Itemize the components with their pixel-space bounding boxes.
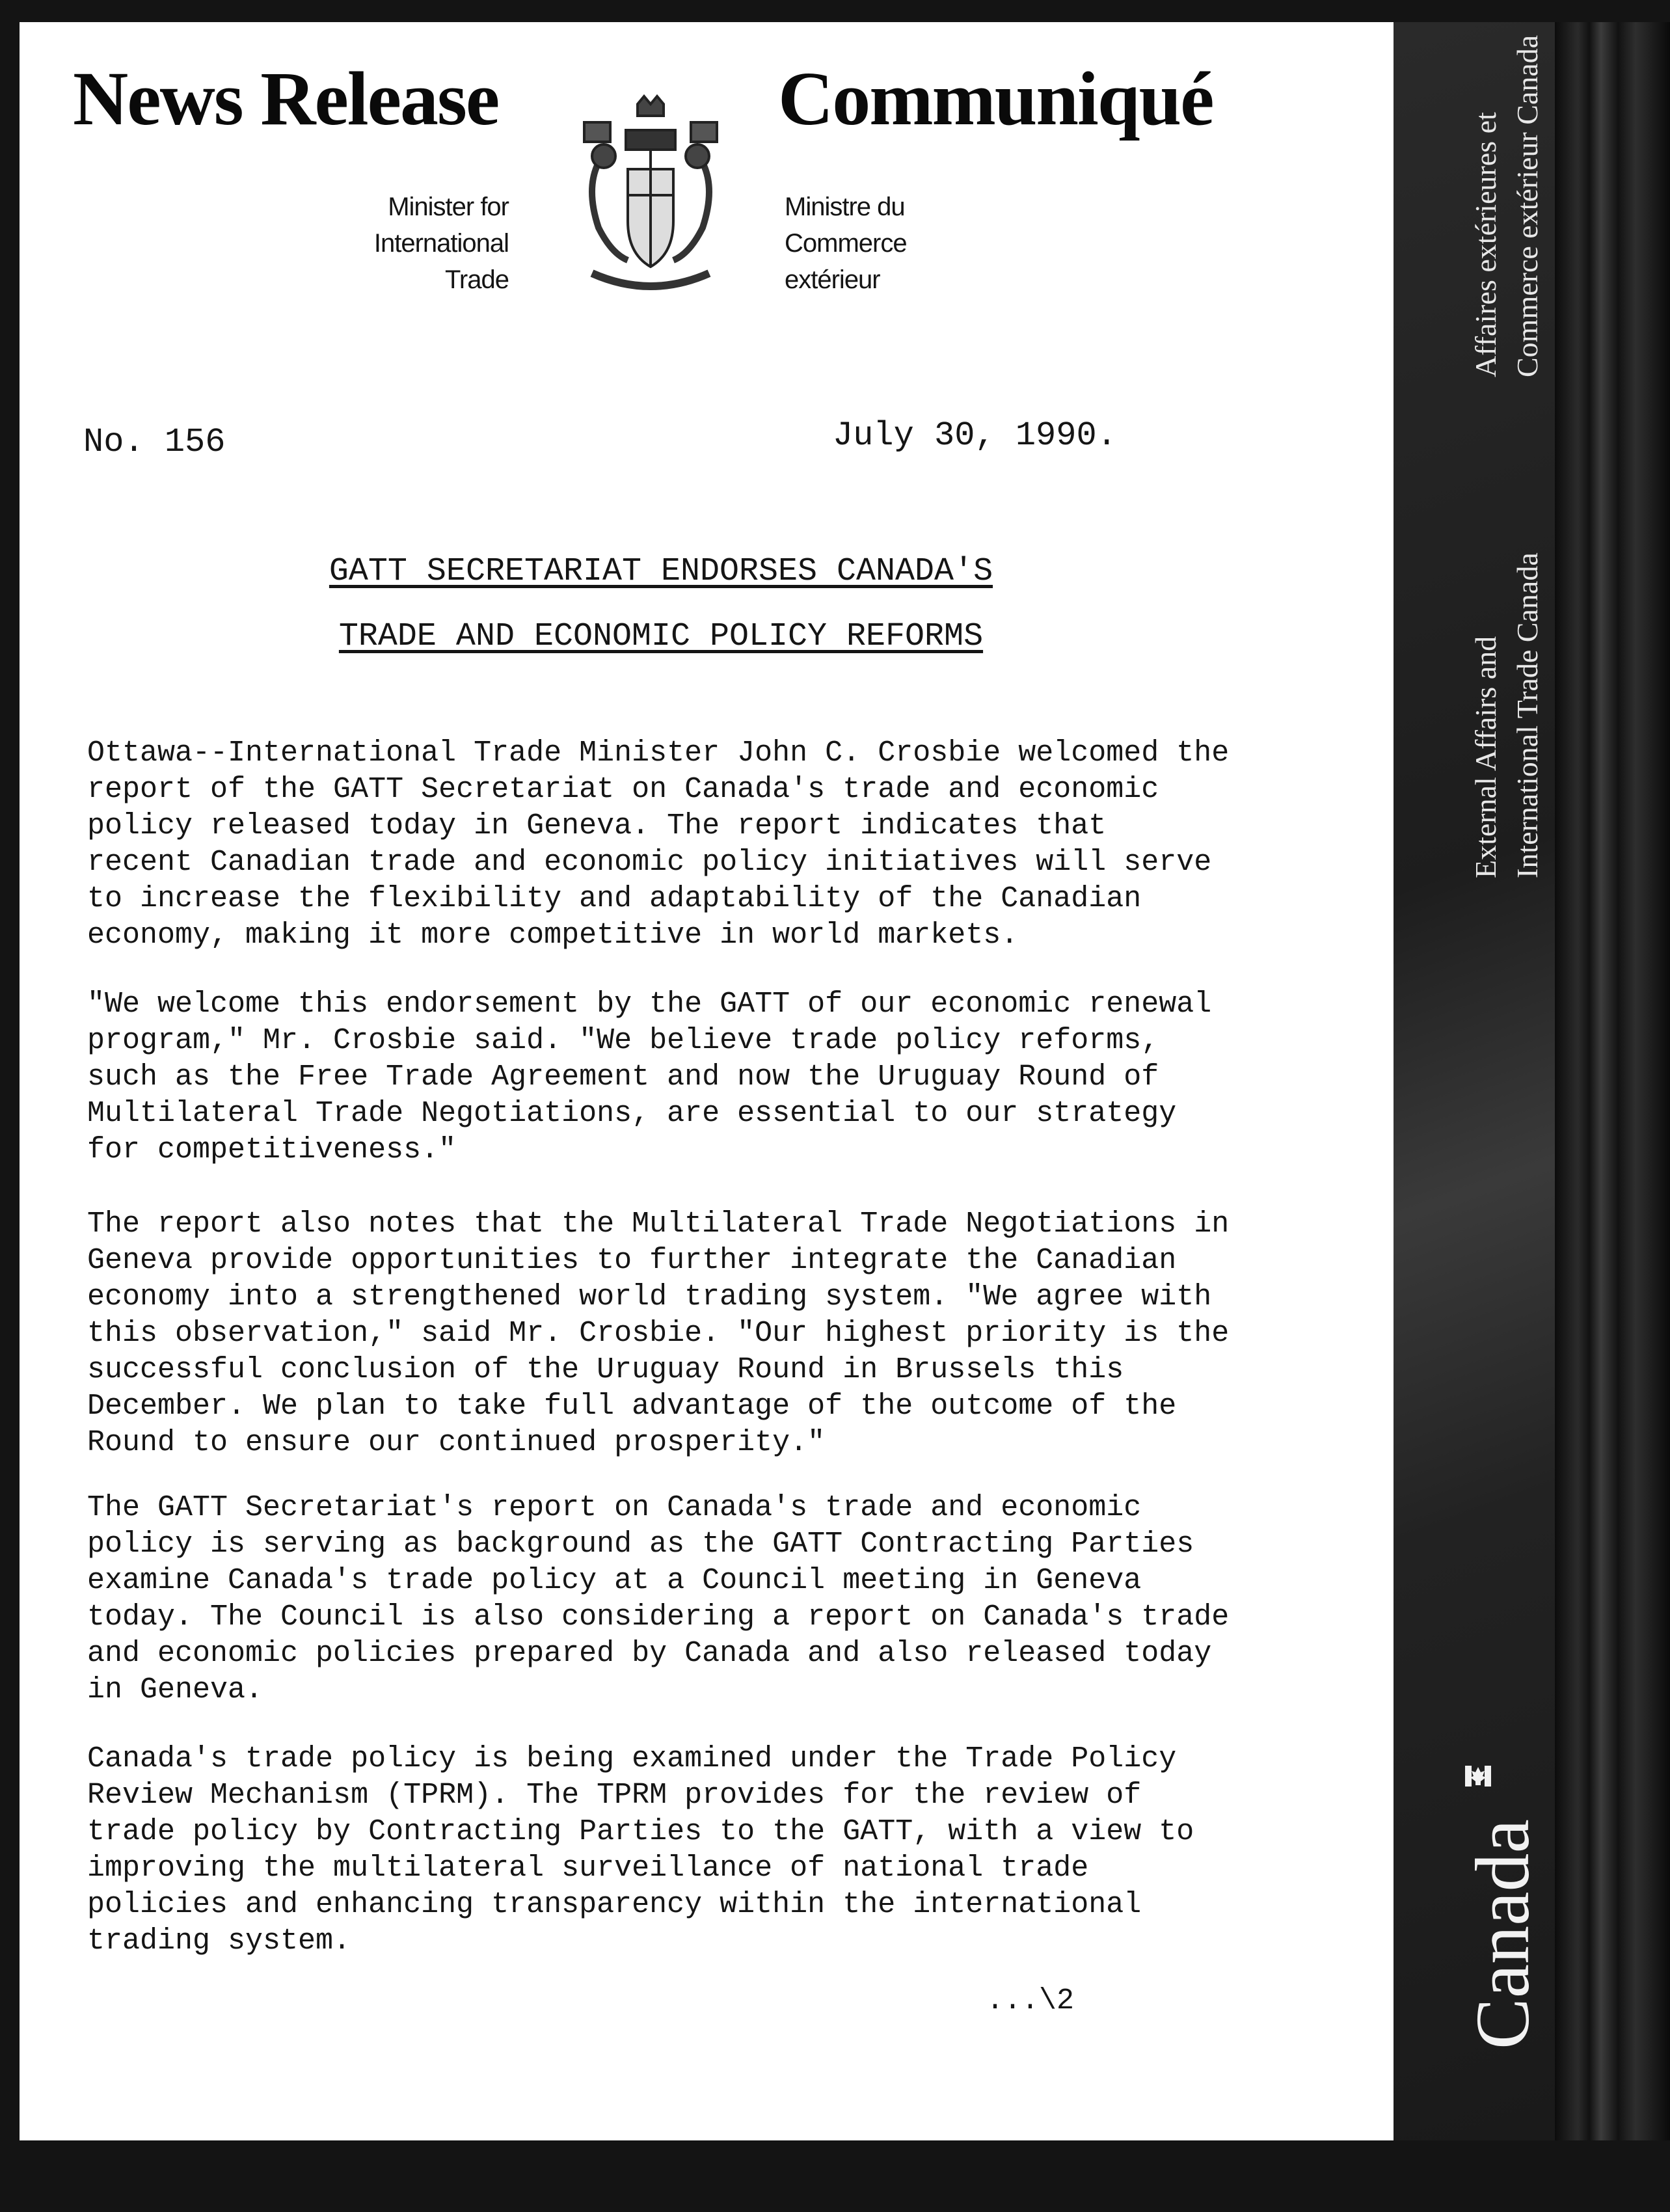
masthead-title-fr: Communiqué	[778, 56, 1213, 141]
headline-line-1: GATT SECRETARIAT ENDORSES CANADA'S	[329, 553, 993, 590]
release-date: July 30, 1990.	[833, 416, 1117, 455]
continuation-marker: ...\2	[986, 1984, 1075, 2017]
body-paragraph: Ottawa--International Trade Minister John C. Crosbie welcomed the report of the GATT Secretariat on Canada's trade and economic policy released today in Geneva. The report indicates that recent Canadian trade and economic policy initiatives will serve to increase the flexibility and adaptability of the Canadian economy, making it more competitive in world markets.	[87, 736, 1230, 952]
department-name-en	[1465, 552, 1548, 878]
body-paragraph: "We welcome this endorsement by the GATT of our economic renewal program," Mr. Crosbie said. "We believe trade policy reforms, such as the Free Trade Agreement and now the Uruguay Round of Multilateral Trade Negotiations, are essential to our strategy for competitiveness."	[87, 988, 1212, 1167]
minister-en-line: International	[373, 229, 509, 258]
minister-en-line: Trade	[444, 265, 509, 294]
department-fr-line: Affaires extérieures et	[1469, 112, 1502, 377]
canada-flag-icon	[1465, 1763, 1491, 1789]
canada-wordmark: Canada	[1460, 1819, 1545, 2049]
binding-edge	[1555, 22, 1670, 2140]
department-name-fr	[1465, 35, 1548, 377]
minister-fr-line: extérieur	[785, 265, 880, 294]
body-paragraph: The report also notes that the Multilateral Trade Negotiations in Geneva provide opportunities to further integrate the Canadian economy into a strengthened world trading system. "We agree with this observation," said Mr. Crosbie. "Our highest priority is the successful conclusion of the Uruguay Round in Brussels this December. We plan to take full advantage of the outcome of the Round to ensure our continued prosperity."	[87, 1207, 1230, 1459]
body-paragraph: The GATT Secretariat's report on Canada's trade and economic policy is serving as background as the GATT Contracting Parties examine Canada's trade policy at a Council meeting in Geneva today. The Council is also considering a report on Canada's trade and economic policies prepared by Canada and also released today in Geneva.	[87, 1491, 1230, 1706]
release-number: No. 156	[83, 423, 226, 461]
department-en-line: External Affairs and	[1469, 636, 1502, 878]
minister-fr-line: Ministre du	[785, 193, 905, 221]
minister-title-en	[325, 189, 509, 298]
minister-en-line: Minister for	[388, 193, 509, 221]
minister-title-fr	[785, 189, 999, 298]
body-paragraph: Canada's trade policy is being examined under the Trade Policy Review Mechanism (TPRM). The TPRM provides for the review of trade policy by Contracting Parties to the GATT, with a view to improving the multilateral surveillance of national trade policies and enhancing transparency within the international trading system.	[87, 1742, 1194, 1958]
department-fr-line: Commerce extérieur Canada	[1511, 34, 1544, 377]
coat-of-arms-icon	[572, 91, 729, 299]
masthead-title-en: News Release	[73, 56, 499, 141]
headline-line-2: TRADE AND ECONOMIC POLICY REFORMS	[338, 618, 984, 655]
department-en-line: International Trade Canada	[1511, 552, 1544, 878]
minister-fr-line: Commerce	[785, 229, 907, 258]
